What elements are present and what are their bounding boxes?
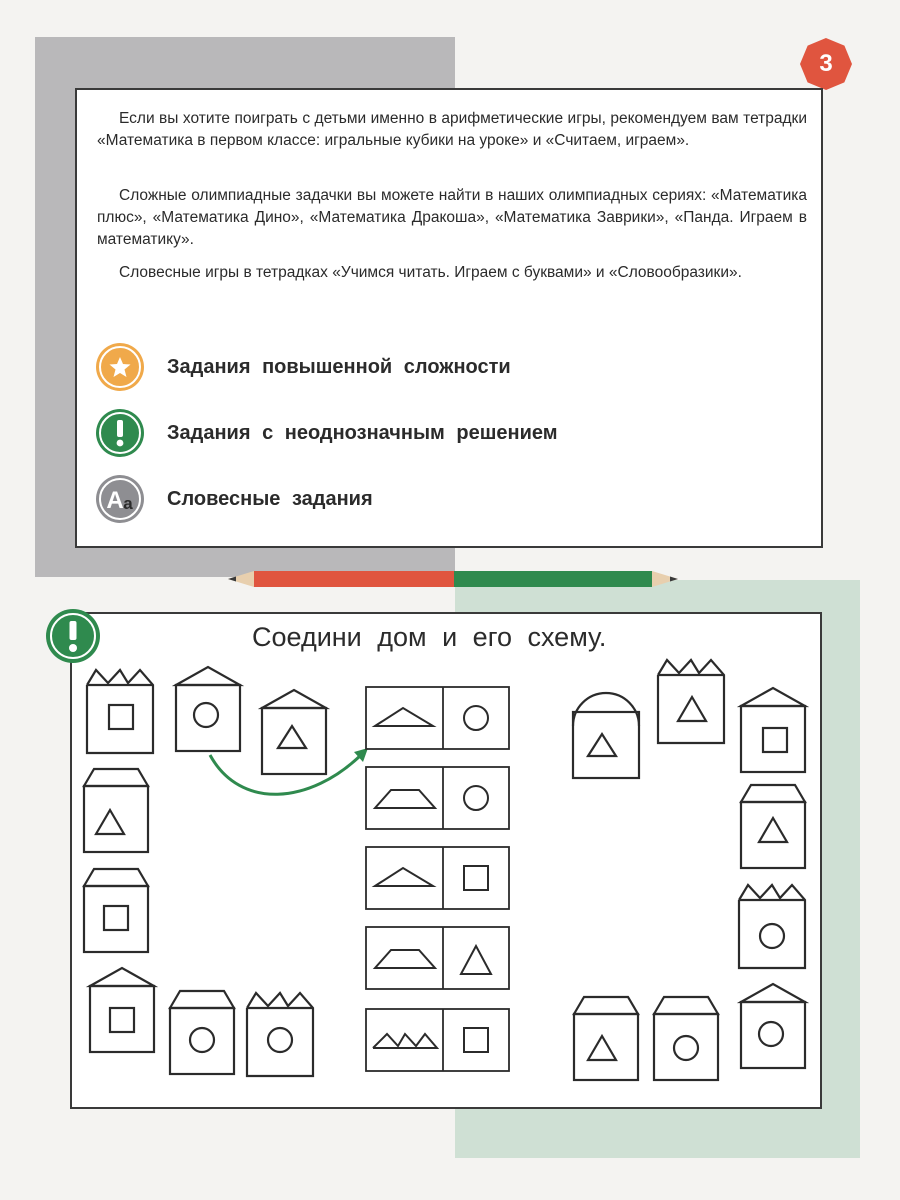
- info-box: [75, 88, 823, 548]
- exclamation-icon: [95, 408, 145, 458]
- house-triangle-roof-square: [737, 686, 809, 776]
- legend-glyph-small: a: [123, 494, 133, 513]
- star-icon: [95, 342, 145, 392]
- info-paragraph-3: Словесные игры в тетрадках «Учимся читать. Играем с буквами» и «Словообразики».: [119, 264, 742, 281]
- scheme-m-roof-square: [365, 1008, 510, 1072]
- page-number-badge: [800, 38, 852, 90]
- house-trapezoid-roof-circle: [650, 994, 722, 1086]
- house-m-roof-square: [85, 665, 155, 755]
- task-title: Соедини дом и его схему.: [252, 622, 607, 652]
- legend-label-hard: Задания повышенной сложности: [167, 356, 511, 378]
- scheme-trapezoid-roof-triangle: [365, 926, 510, 990]
- house-trapezoid-roof-square: [80, 866, 152, 956]
- legend-glyph-big: A: [106, 487, 124, 514]
- house-m-roof-triangle: [656, 655, 728, 745]
- scheme-trapezoid-roof-circle: [365, 766, 510, 830]
- house-trapezoid-roof-circle: [166, 988, 238, 1078]
- scheme-triangle-roof-circle: [365, 686, 510, 750]
- letters-aa-icon: [95, 474, 145, 524]
- example-arrow: [200, 740, 375, 810]
- legend-label-verbal: Словесные задания: [167, 488, 373, 510]
- house-triangle-roof-square: [86, 966, 158, 1056]
- house-m-roof-circle: [737, 880, 809, 970]
- info-paragraph-1: Если вы хотите поиграть с детьми именно в арифметические игры, рекомендуем вам тетрадки «Математика в первом классе: игральные кубики на уроке» и «Считаем, играем».: [97, 110, 807, 149]
- house-triangle-roof-circle: [737, 982, 809, 1072]
- legend-label-ambiguous: Задания с неоднозначным решением: [167, 422, 558, 444]
- house-trapezoid-roof-triangle: [737, 782, 809, 872]
- house-dome-roof-triangle: [570, 690, 642, 782]
- pencil-divider: [228, 568, 678, 590]
- exclamation-icon: [45, 608, 101, 664]
- info-paragraph-2: Сложные олимпиадные задачки вы можете найти в наших олимпиадных сериях: «Математика плюс», «Математика Дино», «Математика Дракоша», «Математика Заврики», «Панда. Играем в математику».: [97, 187, 807, 248]
- house-m-roof-circle: [245, 988, 317, 1078]
- page-number: 3: [819, 50, 833, 77]
- house-trapezoid-roof-triangle: [80, 766, 152, 856]
- house-trapezoid-roof-triangle: [570, 994, 642, 1086]
- scheme-triangle-roof-square: [365, 846, 510, 910]
